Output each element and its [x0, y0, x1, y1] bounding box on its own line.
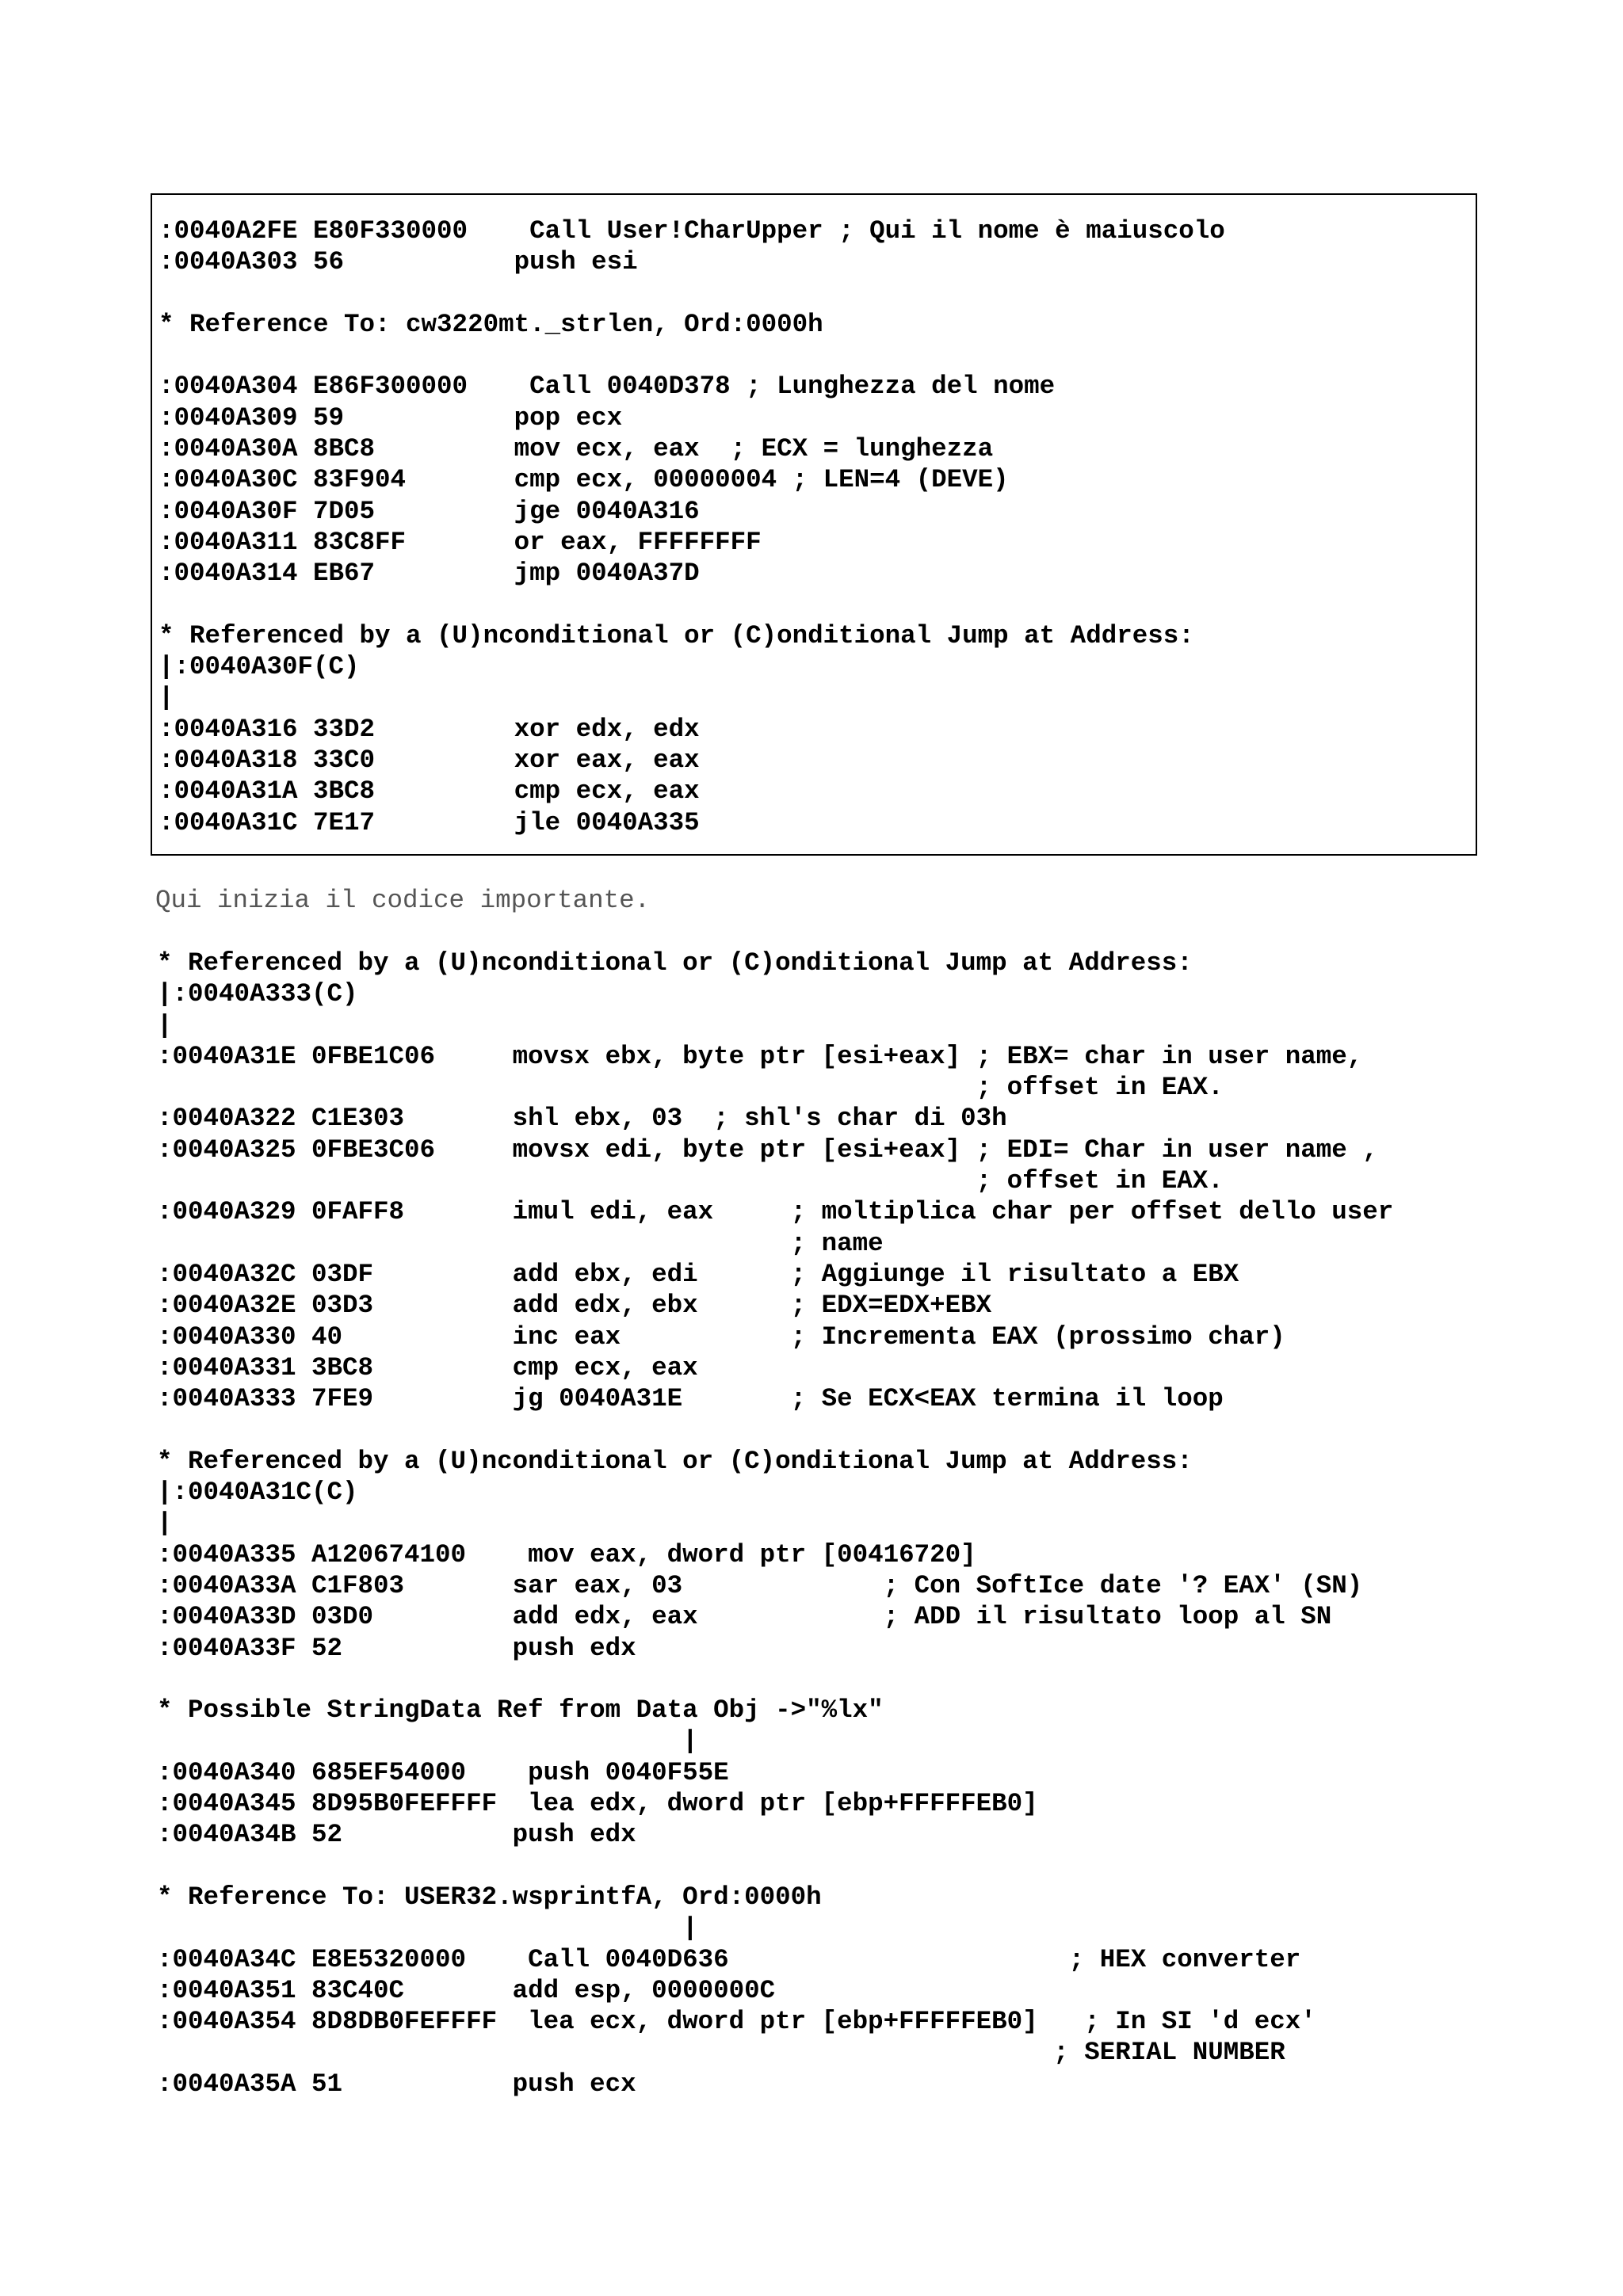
code-line: :0040A303 56 push esi: [158, 247, 638, 277]
code-line: [158, 340, 1476, 371]
code-line: :0040A31E 0FBE1C06 movsx ebx, byte ptr [esi+eax] ; EBX= char in user name,: [157, 1041, 1363, 1071]
code-line: :0040A32C 03DF add ebx, edi ; Aggiunge il risultato a EBX: [157, 1259, 1239, 1289]
code-line: ; offset in EAX.: [157, 1166, 1224, 1196]
code-line: ; SERIAL NUMBER: [157, 2038, 1285, 2068]
main-code-listing: [157, 948, 1393, 2100]
code-line: ; name: [157, 1228, 884, 1258]
code-line: [158, 278, 1476, 309]
code-line: :0040A340 685EF54000 push 0040F55E: [157, 1757, 729, 1787]
code-line: :0040A33A C1F803 sar eax, 03 ; Con SoftIce date '? EAX' (SN): [157, 1570, 1363, 1600]
code-line: |: [157, 1913, 698, 1943]
code-line: |: [157, 1726, 698, 1756]
code-line: [157, 1414, 1393, 1445]
code-line: :0040A311 83C8FF or eax, FFFFFFFF: [158, 527, 762, 557]
code-line: :0040A333 7FE9 jg 0040A31E ; Se ECX<EAX termina il loop: [157, 1384, 1224, 1414]
code-line: :0040A34B 52 push edx: [157, 1820, 636, 1850]
code-line: * Referenced by a (U)nconditional or (C)onditional Jump at Address:: [157, 948, 1193, 978]
boxed-code-listing: [151, 193, 1477, 856]
code-line: :0040A30C 83F904 cmp ecx, 00000004 ; LEN=4 (DEVE): [158, 465, 1009, 495]
code-line: [158, 589, 1476, 620]
code-line: :0040A32E 03D3 add edx, ebx ; EDX=EDX+EBX: [157, 1291, 992, 1321]
intro-paragraph: Qui inizia il codice importante.: [155, 886, 651, 915]
code-line: |: [157, 1010, 173, 1040]
code-line: :0040A335 A120674100 mov eax, dword ptr [00416720]: [157, 1539, 976, 1569]
code-line: :0040A345 8D95B0FEFFFF lea edx, dword ptr [ebp+FFFFFEB0]: [157, 1789, 1038, 1819]
code-line: * Referenced by a (U)nconditional or (C)onditional Jump at Address:: [158, 620, 1194, 650]
code-line: :0040A33D 03D0 add edx, eax ; ADD il risultato loop al SN: [157, 1602, 1332, 1632]
code-line: :0040A31A 3BC8 cmp ecx, eax: [158, 776, 700, 807]
code-line: :0040A2FE E80F330000 Call User!CharUpper ; Qui il nome è maiuscolo: [158, 216, 1225, 246]
code-line: * Referenced by a (U)nconditional or (C)onditional Jump at Address:: [157, 1446, 1193, 1476]
code-line: :0040A329 0FAFF8 imul edi, eax ; moltiplica char per offset dello user: [157, 1197, 1394, 1227]
code-line: :0040A351 83C40C add esp, 0000000C: [157, 1975, 776, 2005]
boxed-code-lines: [158, 215, 1476, 838]
code-line: :0040A30F 7D05 jge 0040A316: [158, 496, 700, 526]
code-line: :0040A34C E8E5320000 Call 0040D636 ; HEX converter: [157, 1944, 1301, 1974]
code-line: :0040A330 40 inc eax ; Incrementa EAX (prossimo char): [157, 1322, 1285, 1352]
code-line: :0040A30A 8BC8 mov ecx, eax ; ECX = lunghezza: [158, 434, 994, 464]
code-line: :0040A314 EB67 jmp 0040A37D: [158, 559, 700, 589]
code-line: :0040A309 59 pop ecx: [158, 402, 623, 433]
code-line: :0040A354 8D8DB0FEFFFF lea ecx, dword ptr [ebp+FFFFFEB0] ; In SI 'd ecx': [157, 2007, 1316, 2037]
code-line: * Reference To: USER32.wsprintfA, Ord:0000h: [157, 1882, 822, 1912]
code-line: :0040A35A 51 push ecx: [157, 2069, 636, 2099]
code-line: :0040A304 E86F300000 Call 0040D378 ; Lunghezza del nome: [158, 372, 1056, 402]
code-line: :0040A33F 52 push edx: [157, 1633, 636, 1663]
code-line: :0040A316 33D2 xor edx, edx: [158, 714, 700, 744]
code-line: [157, 1664, 1393, 1695]
code-line: * Possible StringData Ref from Data Obj ->"%lx": [157, 1695, 884, 1726]
code-line: |:0040A31C(C): [157, 1478, 358, 1508]
code-line: [157, 1851, 1393, 1882]
code-line: |:0040A30F(C): [158, 652, 360, 682]
code-line: :0040A318 33C0 xor eax, eax: [158, 746, 700, 776]
code-line: ; offset in EAX.: [157, 1073, 1224, 1103]
code-line: :0040A31C 7E17 jle 0040A335: [158, 807, 700, 837]
code-line: :0040A322 C1E303 shl ebx, 03 ; shl's char di 03h: [157, 1104, 1007, 1134]
code-line: * Reference To: cw3220mt._strlen, Ord:0000h: [158, 309, 823, 339]
code-line: :0040A331 3BC8 cmp ecx, eax: [157, 1352, 698, 1383]
code-line: |: [157, 1508, 173, 1539]
code-line: |: [158, 683, 174, 713]
code-line: :0040A325 0FBE3C06 movsx edi, byte ptr [esi+eax] ; EDI= Char in user name ,: [157, 1135, 1378, 1165]
code-line: |:0040A333(C): [157, 979, 358, 1009]
